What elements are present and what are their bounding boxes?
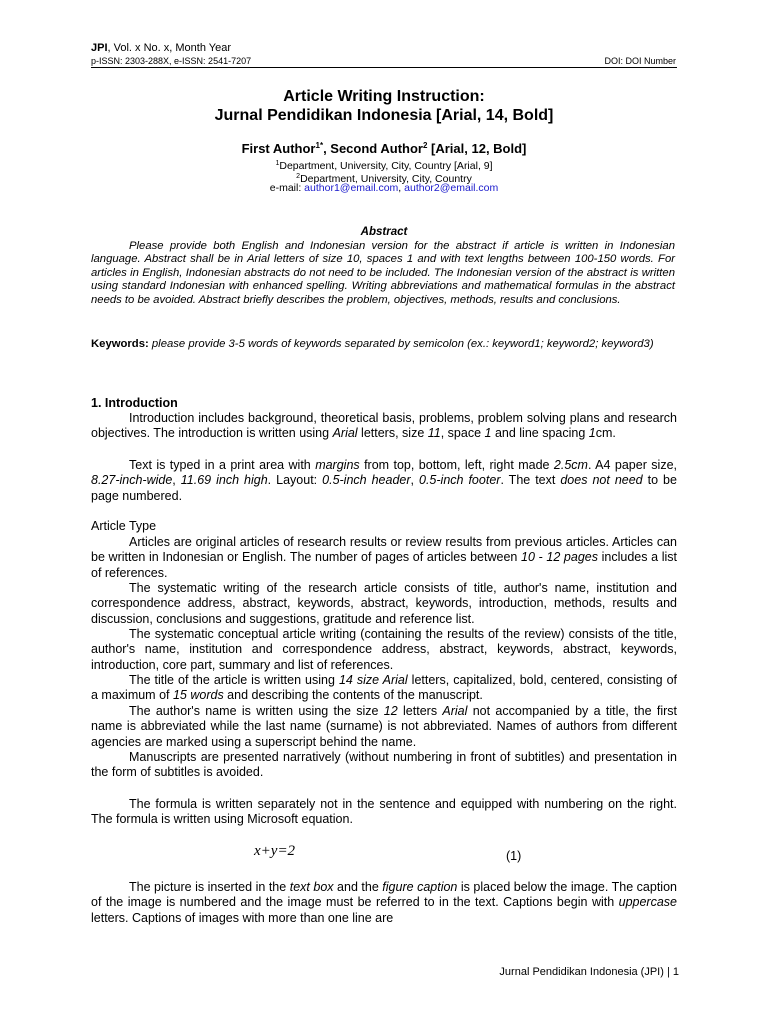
article-type-paragraph-5: The author's name is written using the size 12 letters Arial not accompanied by a title, the first name is abbreviated while the last name (surname) is not abbreviated. Names of authors from different agencies are marked using a superscript behind the name. [91,704,677,749]
journal-header-line [91,42,231,54]
journal-volume: , Vol. x No. x, Month Year [107,42,232,54]
article-type-paragraph-1: Articles are original articles of research results or review results from previous articles. Articles can be written in Indonesian or English. The number of pages of articles between 10 - 12 pages includes a list of references. [91,535,678,580]
author-format-note: [Arial, 12, Bold] [427,141,527,156]
journal-abbr: JPI [91,42,108,54]
article-type-label: Article Type [91,519,157,533]
doi-line: DOI: DOI Number [604,56,676,66]
intro-paragraph-1: Introduction includes background, theoretical basis, problems, problem solving plans and research objectives. The introduction is written using Arial letters, size 11, space 1 and line spacing 1cm. [91,411,677,441]
email-label: e-mail: [269,182,305,194]
abstract-heading: Abstract [360,226,408,238]
formula-expression: x+y=2 [254,843,296,859]
author-line [91,141,677,156]
article-type-paragraph-6: Manuscripts are presented narratively (without numbering in front of subtitles) and presentation in the form of subtitles is avoided. [91,750,677,780]
keywords-label: Keywords: [91,338,149,350]
email-link-2[interactable]: author2@email.com [404,182,499,194]
affiliation-1-sup: 1 [275,160,280,167]
article-title-line-2: Jurnal Pendidikan Indonesia [Arial, 14, Bold] [214,107,554,124]
first-author-sup: 1* [315,141,324,150]
keywords [91,338,675,352]
first-author: First Author [241,141,316,156]
article-type-paragraph-4: The title of the article is written using 14 size Arial letters, capitalized, bold, centered, consisting of a maximum of 15 words and describing the contents of the manuscript. [91,673,677,703]
article-type-paragraph-3: The systematic conceptual article writing (containing the results of the review) consists of the title, author's name, institution and correspondence address, abstract, keywords, abstract, keywords, introduction, core part, summary and list of references. [91,627,677,672]
picture-paragraph: The picture is inserted in the text box and the figure caption is placed below the image. The caption of the image is numbered and the image must be referred to in the text. Captions begin with uppercase letters. Captions of images with more than one line are [91,880,677,925]
issn-line: p-ISSN: 2303-288X, e-ISSN: 2541-7207 [91,56,252,66]
intro-paragraph-2: Text is typed in a print area with margins from top, bottom, left, right made 2.5cm. A4 paper size, 8.27-inch-wide, 11.69 inch high. Layout: 0.5-inch header, 0.5-inch footer. The text does not need to be page numbered. [91,458,677,503]
email-line [91,182,677,195]
formula-paragraph: The formula is written separately not in the sentence and equipped with numbering on the right. The formula is written using Microsoft equation. [91,797,677,827]
article-title-line-1: Article Writing Instruction: [283,88,485,105]
abstract-text: Please provide both English and Indonesian version for the abstract if article is written in Indonesian language. Abstract shall be in Arial letters of size 10, spaces 1 and with text lengths between 100-150 words. For articles in English, Indonesian abstracts do not need to be included. The Indonesian version of the abstract is written using standard Indonesian with enhanced spelling. Writing abbreviations and mathematical formulas in the abstract needs to be avoided. Abstract briefly describes the problem, objectives, methods, results and conclusions. [91,240,675,306]
second-author: , Second Author [323,141,423,156]
email-link-1[interactable]: author1@email.com [304,182,399,194]
page-footer: Jurnal Pendidikan Indonesia (JPI) | 1 [499,966,679,978]
affiliation-1-text: Department, University, City, Country [Arial, 9] [279,160,493,172]
section-heading-introduction: 1. Introduction [91,396,178,410]
affiliation-2-text: Department, University, City, Country [300,173,472,185]
article-type-paragraph-2: The systematic writing of the research article consists of title, author's name, institution and correspondence address, abstract, keywords, abstract, keywords, introduction, methods, results and discussion, conclusions and suggestions, gratitude and reference list. [91,581,677,626]
header-rule [91,67,677,68]
email-separator: , [398,182,405,194]
keywords-text: please provide 3-5 words of keywords separated by semicolon (ex.: keyword1; keyword2; keyword3) [148,338,654,350]
second-author-sup: 2 [422,141,428,150]
affiliation-2-sup: 2 [296,173,301,180]
formula-number: (1) [506,849,522,863]
